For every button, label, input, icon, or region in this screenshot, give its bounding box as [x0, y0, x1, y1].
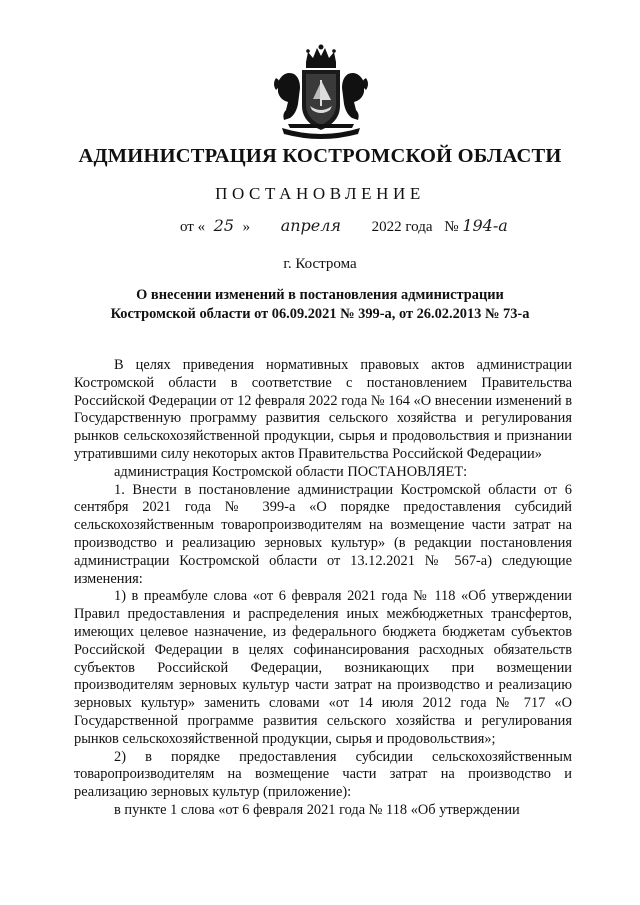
- body-paragraph: администрация Костромской области ПОСТАНОВЛЯЕТ:: [114, 463, 468, 480]
- subject-line-1: О внесении изменений в постановления администрации: [136, 287, 504, 303]
- document-body: [74, 357, 572, 820]
- document-number: 194-а: [462, 216, 508, 235]
- body-paragraph: 1. Внести в постановление администрации Костромской области от 6 сентября 2021 года № 399-а «О порядке предоставления субсидий сельскохозяйственным товаропроизводителям на возмещение части затрат на производство и реализацию зерновых культур» (в редакции постановления администрации Костромской области от 13.12.2021 № 567-а) следующие изменения:: [74, 481, 572, 587]
- number-prefix: №: [444, 219, 459, 235]
- date-mid: »: [242, 219, 251, 235]
- city: г. Кострома: [283, 256, 357, 272]
- date-year: 2022 года: [371, 219, 433, 235]
- body-paragraph: в пункте 1 слова «от 6 февраля 2021 года № 118 «Об утверждении: [114, 801, 520, 818]
- organization-title: АДМИНИСТРАЦИЯ КОСТРОМСКОЙ ОБЛАСТИ: [78, 145, 562, 167]
- subject-line-2: Костромской области от 06.09.2021 № 399-а, от 26.02.2013 № 73-а: [110, 306, 530, 322]
- document-type: ПОСТАНОВЛЕНИЕ: [215, 184, 425, 203]
- date-prefix: от «: [180, 219, 206, 235]
- coat-of-arms-icon: [268, 44, 374, 140]
- date-month: апреля: [280, 216, 342, 235]
- document-subject: [0, 286, 640, 324]
- date-day: 25: [213, 216, 235, 235]
- body-paragraph: 1) в преамбуле слова «от 6 февраля 2021 года № 118 «Об утверждении Правил предоставления и распределения иных межбюджетных трансфертов, имеющих целевое назначение, из федерального бюджета бюджетам субъектов Российской Федерации в целях софинансирования расходных обязательств субъектов Российской Федерации, возникающих при возмещении производителям зерновых культур части затрат на производство и реализацию зерновых культур» заменить словами «от 14 июля 2012 года № 717 «О Государственной программе развития сельского хозяйства и регулирования рынков сельскохозяйственной продукции, сырья и продовольствия»;: [74, 588, 572, 747]
- body-paragraph: 2) в порядке предоставления субсидии сельскохозяйственным товаропроизводителям на возмещение части затрат на производство и реализацию зерновых культур (приложение):: [74, 748, 572, 801]
- body-paragraph: В целях приведения нормативных правовых актов администрации Костромской области в соответствие с постановлением Правительства Российской Федерации от 12 февраля 2022 года № 164 «О внесении изменений в Государственную программу развития сельского хозяйства и регулирования рынков сельскохозяйственной продукции, сырья и продовольствия и признании утратившими силу некоторых актов Правительства Российской Федерации»: [74, 357, 572, 462]
- date-line: [180, 216, 508, 236]
